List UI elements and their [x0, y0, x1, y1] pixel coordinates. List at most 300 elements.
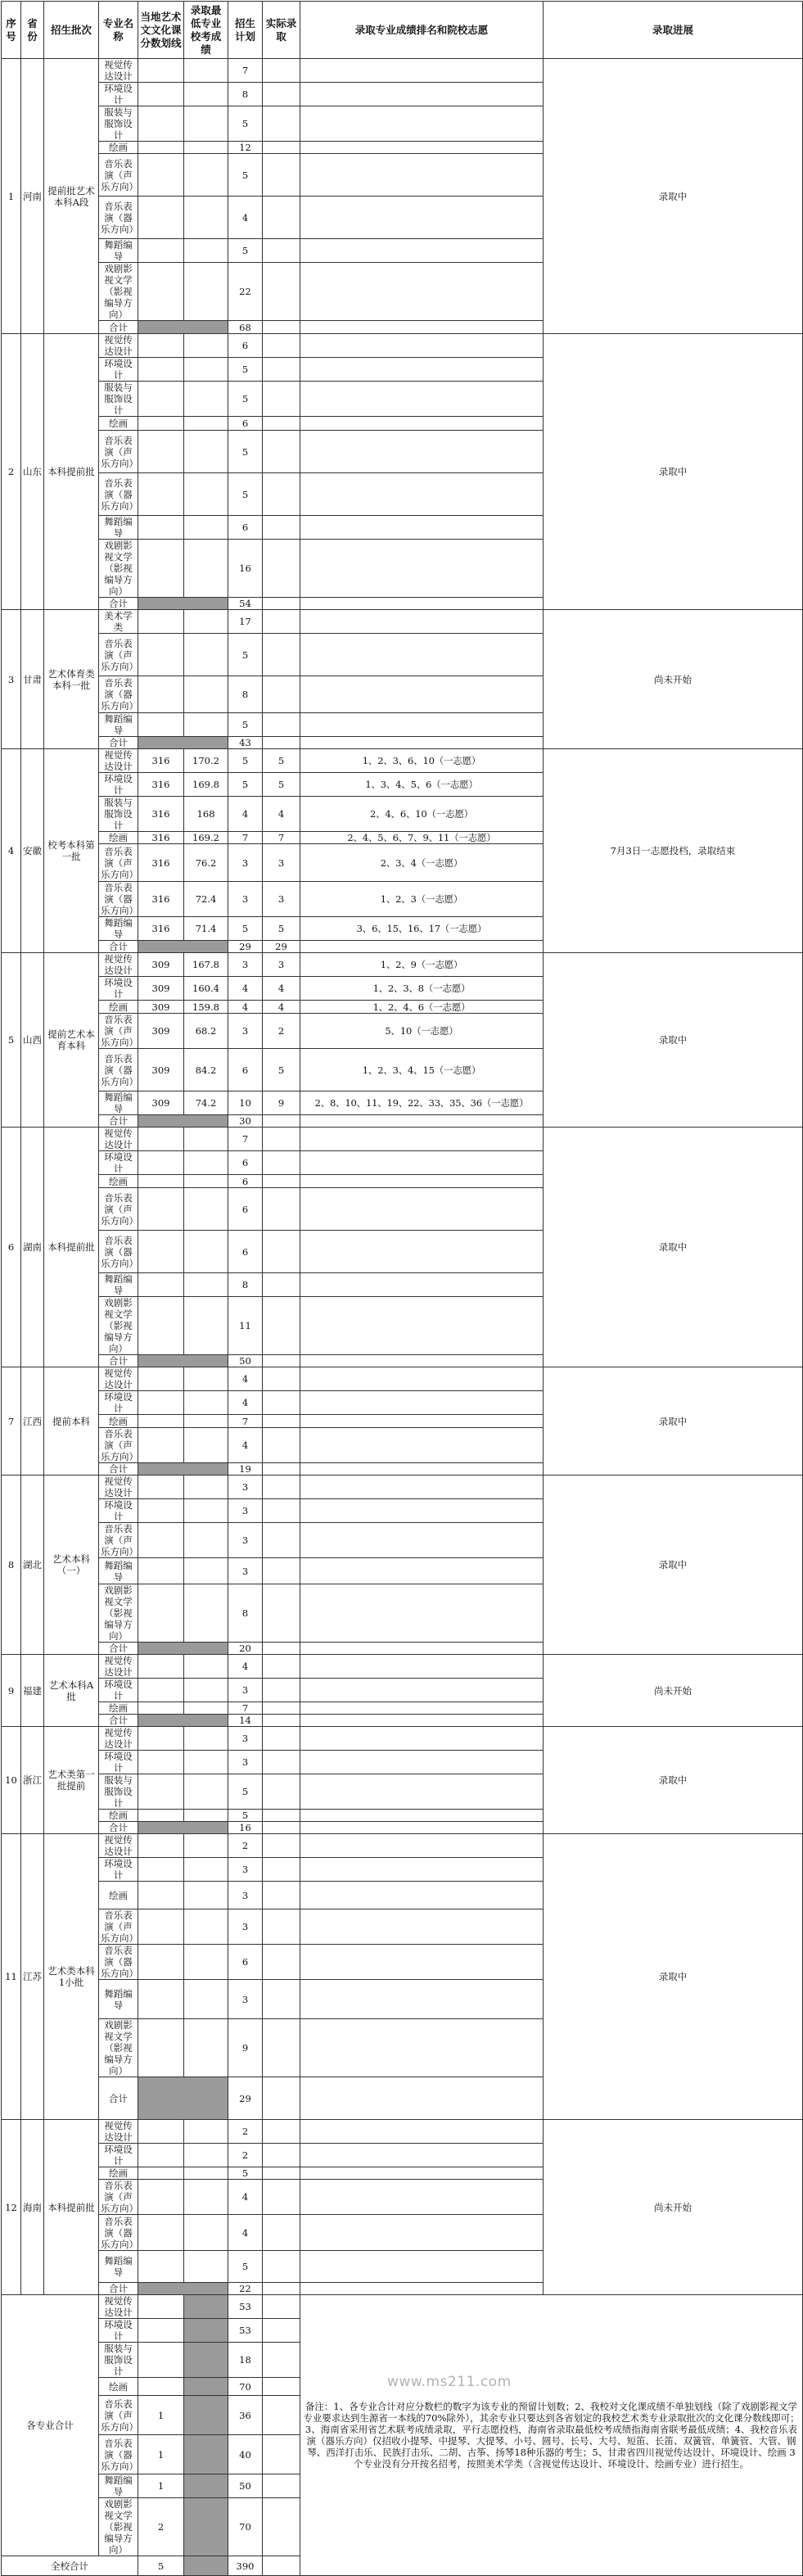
ranking-cell: [300, 154, 544, 197]
batch-cell: 艺术本科A批: [44, 1655, 99, 1727]
actual-cell: [263, 1428, 300, 1463]
total-gray-cell: [138, 1643, 228, 1655]
cultural-line-cell: 316: [138, 882, 184, 917]
plan-cell: 70: [228, 2378, 263, 2396]
total-label-cell: 合计: [99, 1643, 138, 1655]
ranking-cell: [300, 1231, 544, 1273]
cultural-line-cell: [138, 473, 184, 516]
min-score-cell: [184, 1523, 228, 1558]
seq-cell: 10: [2, 1727, 21, 1834]
cultural-line-cell: [138, 2251, 184, 2283]
actual-cell: [263, 2144, 300, 2167]
batch-cell: 本科提前批: [44, 2120, 99, 2295]
plan-cell: 4: [228, 197, 263, 239]
min-score-cell: [184, 1391, 228, 1415]
major-cell: 音乐表演（声乐方向）: [99, 1428, 138, 1463]
seq-cell: 9: [2, 1655, 21, 1727]
cultural-line-cell: [138, 2343, 184, 2378]
total-plan-cell: 29: [228, 941, 263, 953]
major-cell: 舞蹈编导: [99, 1091, 138, 1115]
actual-cell: [263, 2167, 300, 2180]
ranking-cell: [300, 1751, 544, 1774]
major-cell: 音乐表演（器乐方向）: [99, 2435, 138, 2474]
total-gray-cell: [138, 2077, 228, 2120]
total-actual-cell: [263, 598, 300, 610]
actual-cell: [263, 1476, 300, 1499]
actual-cell: [263, 106, 300, 142]
cultural-line-cell: [138, 2378, 184, 2396]
ranking-cell: [300, 1909, 544, 1945]
total-label-cell: 合计: [99, 321, 138, 334]
progress-cell: 录取中: [544, 1834, 803, 2120]
plan-cell: 4: [228, 977, 263, 1001]
plan-cell: 3: [228, 1980, 263, 2019]
major-cell: 视觉传达设计: [99, 334, 138, 358]
actual-cell: 5: [263, 917, 300, 941]
actual-cell: [263, 2378, 300, 2396]
min-score-cell: [184, 540, 228, 598]
major-cell: 音乐表演（声乐方向）: [99, 1909, 138, 1945]
actual-cell: [263, 2343, 300, 2378]
cultural-line-cell: [138, 1428, 184, 1463]
plan-cell: 6: [228, 1188, 263, 1231]
ranking-cell: [300, 713, 544, 737]
cultural-line-cell: [138, 540, 184, 598]
major-cell: 音乐表演（声乐方向）: [99, 431, 138, 473]
min-score-cell: [184, 1655, 228, 1679]
total-actual-cell: [263, 1822, 300, 1834]
cultural-line-cell: [138, 417, 184, 431]
plan-cell: 3: [228, 844, 263, 882]
cultural-line-cell: [138, 1499, 184, 1523]
cultural-line-cell: [138, 1980, 184, 2019]
province-cell: 江苏: [21, 1834, 44, 2120]
ranking-cell: [300, 1584, 544, 1643]
min-score-cell: 71.4: [184, 917, 228, 941]
progress-cell: 录取中: [544, 1367, 803, 1476]
ranking-cell: [300, 2019, 544, 2077]
major-cell: 音乐表演（声乐方向）: [99, 844, 138, 882]
ranking-cell: [300, 358, 544, 382]
plan-cell: 2: [228, 2120, 263, 2144]
actual-cell: 4: [263, 977, 300, 1001]
actual-cell: [263, 1151, 300, 1175]
table-row: [2, 1727, 803, 1751]
min-score-cell: [184, 59, 228, 83]
major-cell: 视觉传达设计: [99, 1655, 138, 1679]
cultural-line-cell: [138, 1128, 184, 1151]
header-plan: 招生计划: [228, 2, 263, 59]
header-province: 省份: [21, 2, 44, 59]
plan-cell: 3: [228, 1909, 263, 1945]
total-plan-cell: 16: [228, 1822, 263, 1834]
cultural-line-cell: [138, 1231, 184, 1273]
ranking-cell: [300, 1774, 544, 1810]
plan-cell: 8: [228, 1273, 263, 1297]
min-score-cell: [184, 417, 228, 431]
cultural-line-cell: [138, 2167, 184, 2180]
total-label-cell: 合计: [99, 941, 138, 953]
min-score-cell: [184, 2295, 228, 2319]
cultural-line-cell: 309: [138, 1049, 184, 1091]
ranking-cell: [300, 1367, 544, 1391]
total-gray-cell: [138, 941, 228, 953]
actual-cell: 2: [263, 1014, 300, 1049]
cultural-line-cell: 316: [138, 749, 184, 773]
plan-cell: 6: [228, 1049, 263, 1091]
plan-cell: 2: [228, 1834, 263, 1858]
plan-cell: 53: [228, 2295, 263, 2319]
min-score-cell: [184, 2120, 228, 2144]
progress-cell: 尚未开始: [544, 2120, 803, 2295]
batch-cell: 提前本科: [44, 1367, 99, 1476]
progress-cell: 录取中: [544, 59, 803, 334]
major-cell: 环境设计: [99, 1858, 138, 1882]
min-score-cell: [184, 1175, 228, 1188]
min-score-cell: [184, 2498, 228, 2556]
table-row: [2, 1834, 803, 1858]
plan-cell: 9: [228, 2019, 263, 2077]
actual-cell: [263, 2435, 300, 2474]
min-score-cell: [184, 610, 228, 634]
plan-cell: 6: [228, 516, 263, 540]
major-cell: 绘画: [99, 2167, 138, 2180]
total-gray-cell: [138, 1715, 228, 1727]
actual-cell: [263, 1774, 300, 1810]
min-score-cell: [184, 634, 228, 676]
cultural-line-cell: [138, 2215, 184, 2251]
ranking-cell: [300, 1702, 544, 1715]
actual-cell: [263, 516, 300, 540]
ranking-cell: [300, 1391, 544, 1415]
total-actual-cell: [263, 1643, 300, 1655]
min-score-cell: [184, 2343, 228, 2378]
min-score-cell: [184, 2180, 228, 2215]
major-cell: 音乐表演（声乐方向）: [99, 1188, 138, 1231]
actual-cell: 5: [263, 773, 300, 797]
ranking-cell: [300, 473, 544, 516]
min-score-cell: [184, 676, 228, 713]
plan-cell: 5: [228, 773, 263, 797]
actual-cell: 4: [263, 1001, 300, 1014]
seq-cell: 11: [2, 1834, 21, 2120]
ranking-cell: 1、2、4、6（一志愿）: [300, 1001, 544, 1014]
cultural-line-cell: 316: [138, 773, 184, 797]
cultural-line-cell: [138, 1584, 184, 1643]
actual-cell: [263, 2019, 300, 2077]
cultural-line-cell: [138, 1476, 184, 1499]
plan-cell: 5: [228, 382, 263, 417]
min-score-cell: [184, 1584, 228, 1643]
plan-cell: 4: [228, 797, 263, 832]
min-score-cell: 167.8: [184, 953, 228, 977]
actual-cell: [263, 1834, 300, 1858]
province-cell: 浙江: [21, 1727, 44, 1834]
actual-cell: [263, 1297, 300, 1355]
major-cell: 音乐表演（器乐方向）: [99, 473, 138, 516]
min-score-cell: [184, 382, 228, 417]
grand-total-plan: 390: [228, 2556, 263, 2576]
min-score-cell: 170.2: [184, 749, 228, 773]
plan-cell: 5: [228, 634, 263, 676]
cultural-line-cell: [138, 83, 184, 106]
ranking-cell: [300, 1415, 544, 1428]
plan-cell: 12: [228, 142, 263, 154]
seq-cell: 6: [2, 1128, 21, 1367]
plan-cell: 6: [228, 1231, 263, 1273]
cultural-line-cell: [138, 1882, 184, 1909]
progress-cell: 尚未开始: [544, 610, 803, 749]
total-ranking-cell: [300, 2077, 544, 2120]
plan-cell: 6: [228, 1175, 263, 1188]
actual-cell: [263, 1367, 300, 1391]
batch-cell: 艺术体育类本科一批: [44, 610, 99, 749]
min-score-cell: [184, 263, 228, 321]
province-cell: 海南: [21, 2120, 44, 2295]
min-score-cell: [184, 197, 228, 239]
actual-cell: [263, 382, 300, 417]
major-cell: 舞蹈编导: [99, 2251, 138, 2283]
cultural-line-cell: [138, 358, 184, 382]
ranking-cell: 1、3、4、5、6（一志愿）: [300, 773, 544, 797]
progress-cell: 录取中: [544, 953, 803, 1128]
table-row: [2, 953, 803, 977]
plan-cell: 3: [228, 953, 263, 977]
actual-cell: [263, 1945, 300, 1980]
min-score-cell: [184, 358, 228, 382]
major-cell: 环境设计: [99, 977, 138, 1001]
min-score-cell: [184, 1679, 228, 1702]
major-cell: 视觉传达设计: [99, 2120, 138, 2144]
table-body: [2, 59, 803, 2576]
cultural-line-cell: [138, 334, 184, 358]
major-cell: 戏剧影视文学（影视编导方向）: [99, 540, 138, 598]
ranking-cell: 2、4、5、6、7、9、11（一志愿）: [300, 832, 544, 844]
major-cell: 舞蹈编导: [99, 1558, 138, 1584]
province-cell: 山东: [21, 334, 44, 610]
plan-cell: 5: [228, 749, 263, 773]
batch-cell: 校考本科第一批: [44, 749, 99, 953]
plan-cell: 36: [228, 2396, 263, 2435]
actual-cell: [263, 2498, 300, 2556]
min-score-cell: [184, 1367, 228, 1391]
major-cell: 舞蹈编导: [99, 239, 138, 263]
cultural-line-cell: 316: [138, 832, 184, 844]
total-label-cell: 合计: [99, 2077, 138, 2120]
min-score-cell: [184, 516, 228, 540]
summary-row: [2, 2295, 803, 2319]
ranking-cell: [300, 1499, 544, 1523]
ranking-cell: [300, 239, 544, 263]
plan-cell: 6: [228, 1945, 263, 1980]
min-score-cell: [184, 1231, 228, 1273]
min-score-cell: [184, 1499, 228, 1523]
major-cell: 绘画: [99, 1882, 138, 1909]
actual-cell: [263, 239, 300, 263]
ranking-cell: [300, 1980, 544, 2019]
cultural-line-cell: [138, 1679, 184, 1702]
min-score-cell: [184, 106, 228, 142]
min-score-cell: [184, 1188, 228, 1231]
total-label-cell: 合计: [99, 2283, 138, 2295]
ranking-cell: [300, 197, 544, 239]
cultural-line-cell: [138, 2295, 184, 2319]
major-cell: 视觉传达设计: [99, 59, 138, 83]
major-cell: 环境设计: [99, 2319, 138, 2343]
total-gray-cell: [138, 1355, 228, 1367]
major-cell: 音乐表演（器乐方向）: [99, 1049, 138, 1091]
batch-cell: 艺术类第一批提前: [44, 1727, 99, 1834]
cultural-line-cell: [138, 2144, 184, 2167]
min-score-cell: [184, 2215, 228, 2251]
major-cell: 美术学类: [99, 610, 138, 634]
plan-cell: 3: [228, 1499, 263, 1523]
plan-cell: 3: [228, 882, 263, 917]
table-row: [2, 1367, 803, 1391]
ranking-cell: [300, 59, 544, 83]
header-major: 专业名称: [99, 2, 138, 59]
major-cell: 绘画: [99, 142, 138, 154]
actual-cell: [263, 1858, 300, 1882]
cultural-line-cell: 309: [138, 953, 184, 977]
cultural-line-cell: [138, 1415, 184, 1428]
ranking-cell: [300, 634, 544, 676]
table-row: [2, 610, 803, 634]
total-ranking-cell: [300, 1115, 544, 1128]
actual-cell: [263, 2215, 300, 2251]
plan-cell: 53: [228, 2319, 263, 2343]
actual-cell: [263, 1679, 300, 1702]
major-cell: 音乐表演（声乐方向）: [99, 154, 138, 197]
ranking-cell: [300, 1679, 544, 1702]
major-cell: 环境设计: [99, 358, 138, 382]
major-cell: 音乐表演（声乐方向）: [99, 634, 138, 676]
total-ranking-cell: [300, 598, 544, 610]
min-score-cell: 169.2: [184, 832, 228, 844]
min-score-cell: [184, 1751, 228, 1774]
min-score-cell: [184, 473, 228, 516]
min-score-cell: 76.2: [184, 844, 228, 882]
plan-cell: 5: [228, 713, 263, 737]
plan-cell: 16: [228, 540, 263, 598]
actual-cell: [263, 431, 300, 473]
total-ranking-cell: [300, 1463, 544, 1476]
plan-cell: 5: [228, 431, 263, 473]
actual-cell: [263, 142, 300, 154]
seq-cell: 4: [2, 749, 21, 953]
actual-cell: [263, 2319, 300, 2343]
plan-cell: 8: [228, 676, 263, 713]
ranking-cell: [300, 106, 544, 142]
cultural-line-cell: [138, 1909, 184, 1945]
min-score-cell: [184, 1834, 228, 1858]
cultural-line-cell: 309: [138, 977, 184, 1001]
major-cell: 音乐表演（器乐方向）: [99, 1231, 138, 1273]
actual-cell: [263, 1415, 300, 1428]
grand-total-actual: [263, 2556, 300, 2576]
province-cell: 江西: [21, 1367, 44, 1476]
cultural-line-cell: [138, 516, 184, 540]
ranking-cell: 1、2、3（一志愿）: [300, 882, 544, 917]
actual-cell: 9: [263, 1091, 300, 1115]
major-cell: 舞蹈编导: [99, 2474, 138, 2498]
ranking-cell: [300, 2251, 544, 2283]
ranking-cell: [300, 334, 544, 358]
total-actual-cell: [263, 1115, 300, 1128]
grand-total-line: 5: [138, 2556, 184, 2576]
min-score-cell: [184, 2396, 228, 2435]
cultural-line-cell: [138, 1188, 184, 1231]
major-cell: 视觉传达设计: [99, 1834, 138, 1858]
ranking-cell: [300, 1810, 544, 1822]
ranking-cell: 2、3、4（一志愿）: [300, 844, 544, 882]
actual-cell: [263, 2474, 300, 2498]
ranking-cell: [300, 2180, 544, 2215]
total-plan-cell: 19: [228, 1463, 263, 1476]
table-row: [2, 1655, 803, 1679]
major-cell: 环境设计: [99, 773, 138, 797]
major-cell: 服装与服饰设计: [99, 797, 138, 832]
cultural-line-cell: [138, 713, 184, 737]
cultural-line-cell: 316: [138, 917, 184, 941]
ranking-cell: [300, 1273, 544, 1297]
cultural-line-cell: 1: [138, 2396, 184, 2435]
min-score-cell: [184, 2144, 228, 2167]
province-cell: 湖北: [21, 1476, 44, 1655]
plan-cell: 7: [228, 1702, 263, 1715]
total-ranking-cell: [300, 1643, 544, 1655]
major-cell: 舞蹈编导: [99, 516, 138, 540]
actual-cell: [263, 1727, 300, 1751]
table-row: [2, 334, 803, 358]
province-cell: 湖南: [21, 1128, 44, 1367]
ranking-cell: [300, 540, 544, 598]
cultural-line-cell: [138, 1523, 184, 1558]
major-cell: 绘画: [99, 832, 138, 844]
actual-cell: [263, 1558, 300, 1584]
ranking-cell: [300, 676, 544, 713]
ranking-cell: [300, 417, 544, 431]
ranking-cell: [300, 263, 544, 321]
province-cell: 福建: [21, 1655, 44, 1727]
total-plan-cell: 20: [228, 1643, 263, 1655]
min-score-cell: [184, 1909, 228, 1945]
plan-cell: 5: [228, 473, 263, 516]
min-score-cell: [184, 1882, 228, 1909]
major-cell: 舞蹈编导: [99, 1980, 138, 2019]
major-cell: 绘画: [99, 417, 138, 431]
min-score-cell: [184, 1558, 228, 1584]
table-row: [2, 749, 803, 773]
major-cell: 视觉传达设计: [99, 2295, 138, 2319]
plan-cell: 4: [228, 2180, 263, 2215]
plan-cell: 3: [228, 1014, 263, 1049]
major-cell: 环境设计: [99, 1751, 138, 1774]
cultural-line-cell: 2: [138, 2498, 184, 2556]
total-label-cell: 合计: [99, 598, 138, 610]
min-score-cell: [184, 2378, 228, 2396]
total-actual-cell: [263, 737, 300, 749]
total-gray-cell: [138, 1115, 228, 1128]
min-score-cell: [184, 431, 228, 473]
progress-cell: 录取中: [544, 1128, 803, 1367]
min-score-cell: [184, 1151, 228, 1175]
min-score-cell: [184, 2435, 228, 2474]
batch-cell: 本科提前批: [44, 334, 99, 610]
actual-cell: [263, 1702, 300, 1715]
total-gray-cell: [138, 1822, 228, 1834]
major-cell: 环境设计: [99, 1151, 138, 1175]
